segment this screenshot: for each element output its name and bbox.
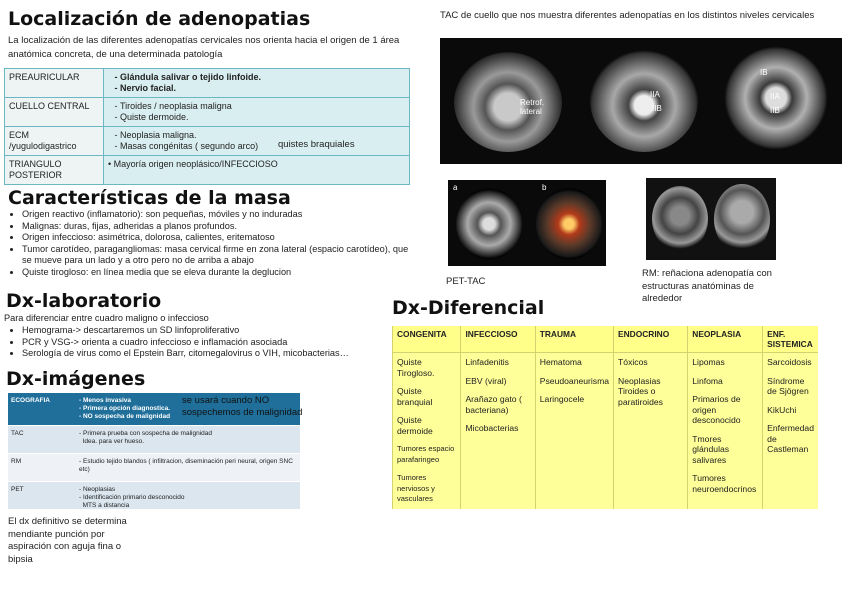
list-item: Pseudoaneurisma — [539, 375, 610, 386]
tac-caption: TAC de cuello que nos muestra diferentes adenopatías en los distintos niveles cervicales — [440, 10, 815, 21]
pet-tac-image — [448, 180, 606, 266]
list-item: Tumores neuroendocrinos — [692, 473, 757, 494]
pet-label-a: a — [453, 183, 458, 192]
rm-caption: RM: reñaciona adenopatía con estructuras anatóminas de alrededor — [642, 268, 772, 304]
column-header: TRAUMA — [535, 326, 613, 353]
table-row — [5, 98, 410, 127]
quistes-note: quistes braquiales — [278, 139, 355, 150]
tac-label: IIA — [650, 90, 660, 99]
list-item: • PCR y VSG-> orienta a cuadro infeccioso e inflamación asociada — [22, 337, 407, 349]
tac-label: IIB — [652, 104, 662, 113]
list-item: • Origen reactivo (inflamatorio): son pequeñas, móviles y no induradas — [22, 209, 414, 221]
definitive-dx-note: El dx definitivo se determina mendiante punción por aspiración con aguja fina o bipsia — [8, 516, 127, 565]
tac-label: Retrof. lateral — [520, 98, 545, 116]
list-item: • Tumor carotídeo, paragangliomas: masa cervical firme en zona lateral (espacio carotídeo), que se mueve para un lado y a otro pero no de arriba a abajo — [22, 244, 414, 267]
lab-intro: Para diferenciar entre cuadro maligno o infeccioso — [4, 313, 209, 323]
list-item: Tóxicos — [618, 357, 648, 367]
row-key: CUELLO CENTRAL — [5, 98, 104, 127]
tac-image — [440, 38, 842, 164]
table-row — [5, 69, 410, 98]
differential-table — [392, 326, 818, 509]
list-item: Quiste Tirogloso. — [397, 357, 435, 378]
table-row — [393, 353, 819, 509]
row-key: TRIANGULO POSTERIOR — [5, 156, 104, 185]
intro-text: La localización de las diferentes adenopatías cervicales nos orienta hacia el origen de 1 área anatómica concreta, de una determinada patología — [8, 35, 400, 60]
list-item: Micobacterias — [465, 423, 519, 433]
section-title-mass: Características de la masa — [8, 187, 291, 209]
page-title: Localización de adenopatias — [8, 8, 311, 30]
list-item: Laringocele — [539, 394, 585, 404]
table-row: TRIANGULO POSTERIOR • Mayoría origen neoplásico/INFECCIOSO — [5, 156, 410, 185]
list-item: Hematoma — [539, 357, 582, 367]
section-title-lab: Dx-laboratorio — [6, 290, 162, 312]
list-item: - Menos invasiva — [79, 397, 132, 404]
table-header-row — [393, 326, 819, 353]
list-item: • Malignas: duras, fijas, adheridas a planos profundos. — [22, 221, 414, 233]
list-item: - Nervio facial. — [120, 83, 405, 94]
mass-list — [0, 209, 414, 279]
list-item: - Glándula salivar o tejido linfoide. — [120, 72, 405, 83]
list-item: - Neoplasia maligna. — [120, 130, 405, 141]
ecografia-note: se usará cuando NO sospechemos de malignidad — [182, 395, 303, 418]
column-header: ENDOCRINO — [614, 326, 688, 353]
list-item: EBV (viral) — [465, 375, 507, 386]
list-item: - Identificación primario desconocido — [79, 494, 185, 501]
list-item: Tmores glándulas salivares — [692, 433, 730, 465]
row-key: PREAURICULAR — [5, 69, 104, 98]
list-item: Lipomas — [692, 357, 725, 367]
column-header: INFECCIOSO — [461, 326, 535, 353]
list-item: - NO sospecha de malignidad — [79, 413, 171, 420]
list-item: - Primera opción diagnostica. — [79, 405, 171, 412]
list-item: Tumores nerviosos y vasculares — [397, 473, 435, 503]
column-header: NEOPLASIA — [688, 326, 763, 353]
list-item: KikUchi — [767, 404, 797, 415]
section-title-imaging: Dx-imágenes — [6, 368, 146, 390]
table-row — [8, 482, 300, 510]
row-key: ECM /yugulodigastrico — [5, 127, 104, 156]
list-item: Síndrome de Sjögren — [767, 375, 809, 396]
table-row — [8, 426, 300, 454]
tac-label: IIB — [770, 106, 780, 115]
section-title-differential: Dx-Diferencial — [392, 297, 545, 319]
column-header: ENF. SISTEMICA — [763, 326, 818, 353]
list-item: • Serología de virus como el Epstein Barr, citomegalovirus o VIH, micobacterias… — [22, 348, 407, 360]
list-item: Enfermedad de Castleman — [767, 423, 814, 454]
list-item: • Origen infeccioso: asimétrica, dolorosa, calientes, eritematoso — [22, 232, 414, 244]
list-item: Mayoría origen neoplásico/INFECCIOSO — [113, 159, 278, 169]
list-item: MTS a distancia — [82, 502, 130, 509]
list-item: - Neoplasias — [79, 486, 116, 493]
row-key: TAC — [11, 430, 24, 437]
list-item: - Estudio tejido blandos ( infiltracion, diseminación peri neural, origen SNC etc) — [79, 458, 293, 473]
list-item: - Quiste dermoide. — [120, 112, 405, 123]
row-key: PET — [11, 486, 24, 493]
lab-list — [0, 325, 407, 360]
list-item: • Quiste tirogloso: en línea media que se eleva durante la deglucion — [22, 267, 414, 279]
list-item: Arañazo gato ( bacteriana) — [465, 394, 522, 415]
list-item: - Tiroides / neoplasia maligna — [120, 101, 405, 112]
column-header: CONGENITA — [393, 326, 461, 353]
list-item: - Masas congénitas ( segundo arco) — [120, 141, 405, 152]
list-item: Quiste branquial — [397, 386, 433, 407]
localization-table — [4, 68, 410, 185]
list-item: Linfadenitis — [465, 357, 509, 367]
list-item: Neoplasias Tiroides o paratiroides — [618, 375, 663, 407]
rm-image — [646, 178, 776, 260]
list-item: Tumores espacio parafaringeo — [397, 444, 455, 464]
pet-caption: PET-TAC — [446, 276, 486, 287]
list-item: - Primera prueba con sospecha de malignidad — [79, 430, 212, 437]
row-key: RM — [11, 458, 22, 465]
list-item: Primarios de origen desconocido — [692, 394, 741, 425]
table-row — [8, 454, 300, 482]
tac-label: IIA — [770, 92, 780, 101]
list-item: Linfoma — [692, 375, 723, 386]
list-item: Quiste dermoide — [397, 415, 433, 436]
pet-label-b: b — [542, 183, 547, 192]
tac-label: IB — [760, 68, 768, 77]
row-key: ECOGRAFIA — [11, 397, 50, 404]
list-item: Sarcoidosis — [767, 357, 812, 367]
list-item: Idea. para ver hueso. — [82, 438, 145, 445]
list-item: • Hemograma-> descartaremos un SD linfoproliferativo — [22, 325, 407, 337]
